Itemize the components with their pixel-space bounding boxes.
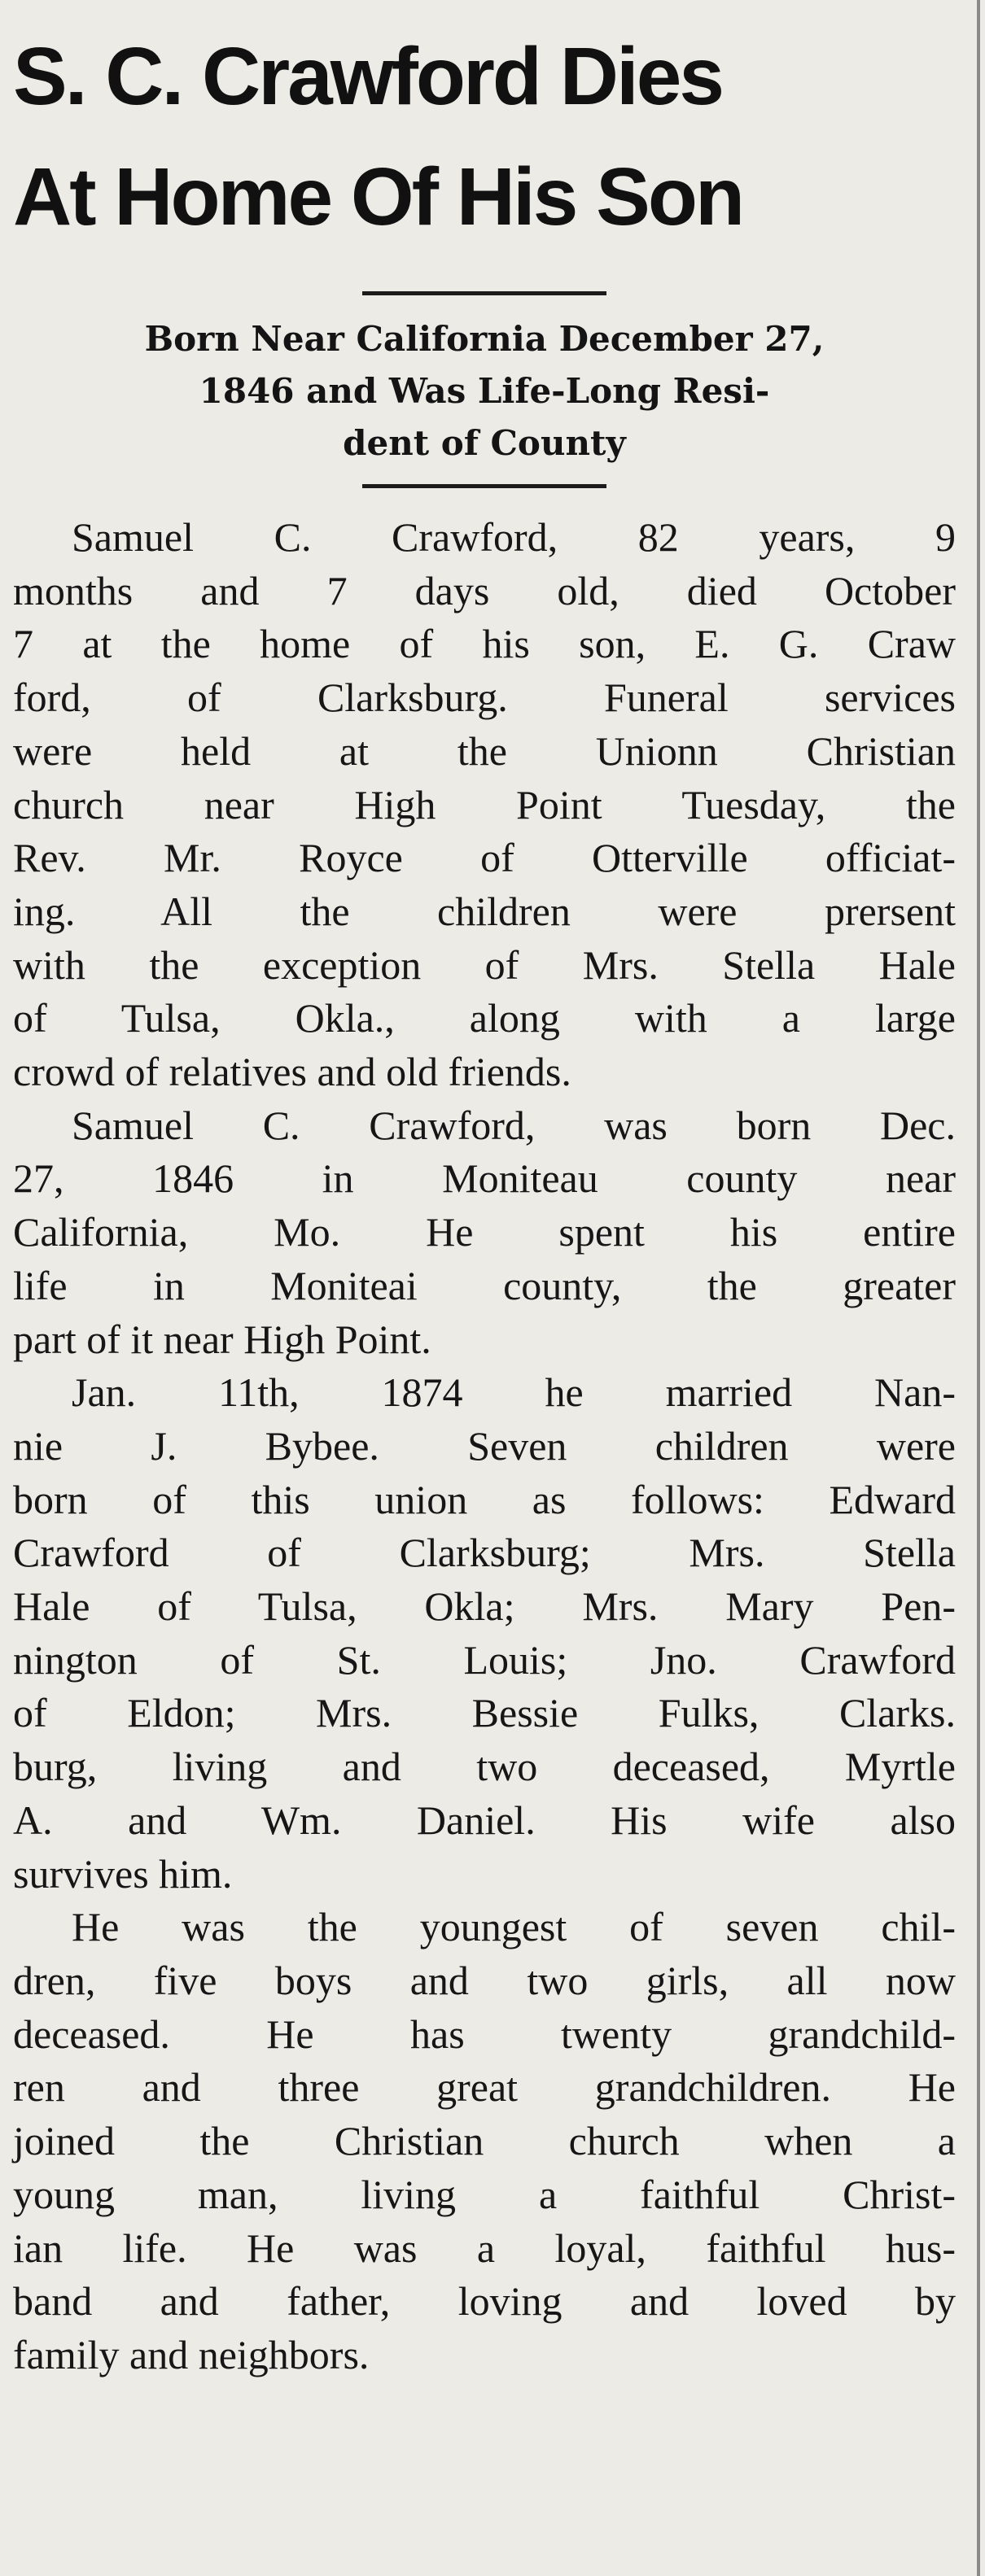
paragraph-line: ing. All the children were prersent xyxy=(13,888,956,934)
subhead-line: dent of County xyxy=(343,423,626,463)
paragraph-line: life in Moniteai county, the greater xyxy=(13,1262,956,1308)
paragraph-line: part of it near High Point. xyxy=(13,1316,431,1362)
article-paragraph xyxy=(13,1366,956,1901)
paragraph-line: A. and Wm. Daniel. His wife also xyxy=(13,1797,956,1843)
paragraph-line: Samuel C. Crawford, 82 years, 9 xyxy=(72,514,956,560)
paragraph-line: deceased. He has twenty grandchild- xyxy=(13,2011,956,2057)
paragraph-line: burg, living and two deceased, Myrtle xyxy=(13,1744,956,1790)
paragraph-line: Hale of Tulsa, Okla; Mrs. Mary Pen- xyxy=(13,1583,956,1630)
divider-rule xyxy=(362,484,606,488)
paragraph-line: California, Mo. He spent his entire xyxy=(13,1209,956,1255)
paragraph-line: He was the youngest of seven chil- xyxy=(72,1904,956,1950)
subhead-line: Born Near California December 27, xyxy=(144,319,825,359)
paragraph-line: crowd of relatives and old friends. xyxy=(13,1049,571,1095)
paragraph-line: of Eldon; Mrs. Bessie Fulks, Clarks. xyxy=(13,1690,956,1736)
column-rule xyxy=(977,0,980,2576)
paragraph-line: Jan. 11th, 1874 he married Nan- xyxy=(72,1369,956,1416)
paragraph-line: joined the Christian church when a xyxy=(13,2118,956,2164)
paragraph-line: family and neighbors. xyxy=(13,2331,370,2377)
paragraph-line: of Tulsa, Okla., along with a large xyxy=(13,995,956,1041)
headline xyxy=(13,16,956,257)
subheadline xyxy=(13,313,956,469)
paragraph-line: nington of St. Louis; Jno. Crawford xyxy=(13,1636,956,1683)
paragraph-line: 7 at the home of his son, E. G. Craw xyxy=(13,621,956,667)
paragraph-line: 27, 1846 in Moniteau county near xyxy=(13,1155,956,1202)
article-paragraph xyxy=(13,1099,956,1367)
subhead-line: 1846 and Was Life-Long Resi- xyxy=(199,371,770,411)
paragraph-line: months and 7 days old, died October xyxy=(13,567,956,613)
paragraph-line: Samuel C. Crawford, was born Dec. xyxy=(72,1102,956,1148)
article-paragraph xyxy=(13,511,956,1099)
paragraph-line: Rev. Mr. Royce of Otterville officiat- xyxy=(13,835,956,881)
paragraph-line: young man, living a faithful Christ- xyxy=(13,2171,956,2217)
article-body xyxy=(13,511,956,2382)
headline-line: At Home Of His Son xyxy=(13,151,743,242)
paragraph-line: with the exception of Mrs. Stella Hale xyxy=(13,941,956,988)
paragraph-line: born of this union as follows: Edward xyxy=(13,1476,956,1522)
paragraph-line: nie J. Bybee. Seven children were xyxy=(13,1422,956,1469)
paragraph-line: dren, five boys and two girls, all now xyxy=(13,1957,956,2003)
article-paragraph xyxy=(13,1901,956,2382)
paragraph-line: ian life. He was a loyal, faithful hus- xyxy=(13,2225,956,2271)
divider-rule xyxy=(362,291,606,295)
paragraph-line: church near High Point Tuesday, the xyxy=(13,781,956,827)
paragraph-line: band and father, loving and loved by xyxy=(13,2278,956,2325)
paragraph-line: Crawford of Clarksburg; Mrs. Stella xyxy=(13,1530,956,1576)
paragraph-line: were held at the Unionn Christian xyxy=(13,727,956,774)
headline-line: S. C. Crawford Dies xyxy=(13,31,722,122)
paragraph-line: survives him. xyxy=(13,1850,233,1897)
paragraph-line: ford, of Clarksburg. Funeral services xyxy=(13,675,956,721)
paragraph-line: ren and three great grandchildren. He xyxy=(13,2064,956,2111)
